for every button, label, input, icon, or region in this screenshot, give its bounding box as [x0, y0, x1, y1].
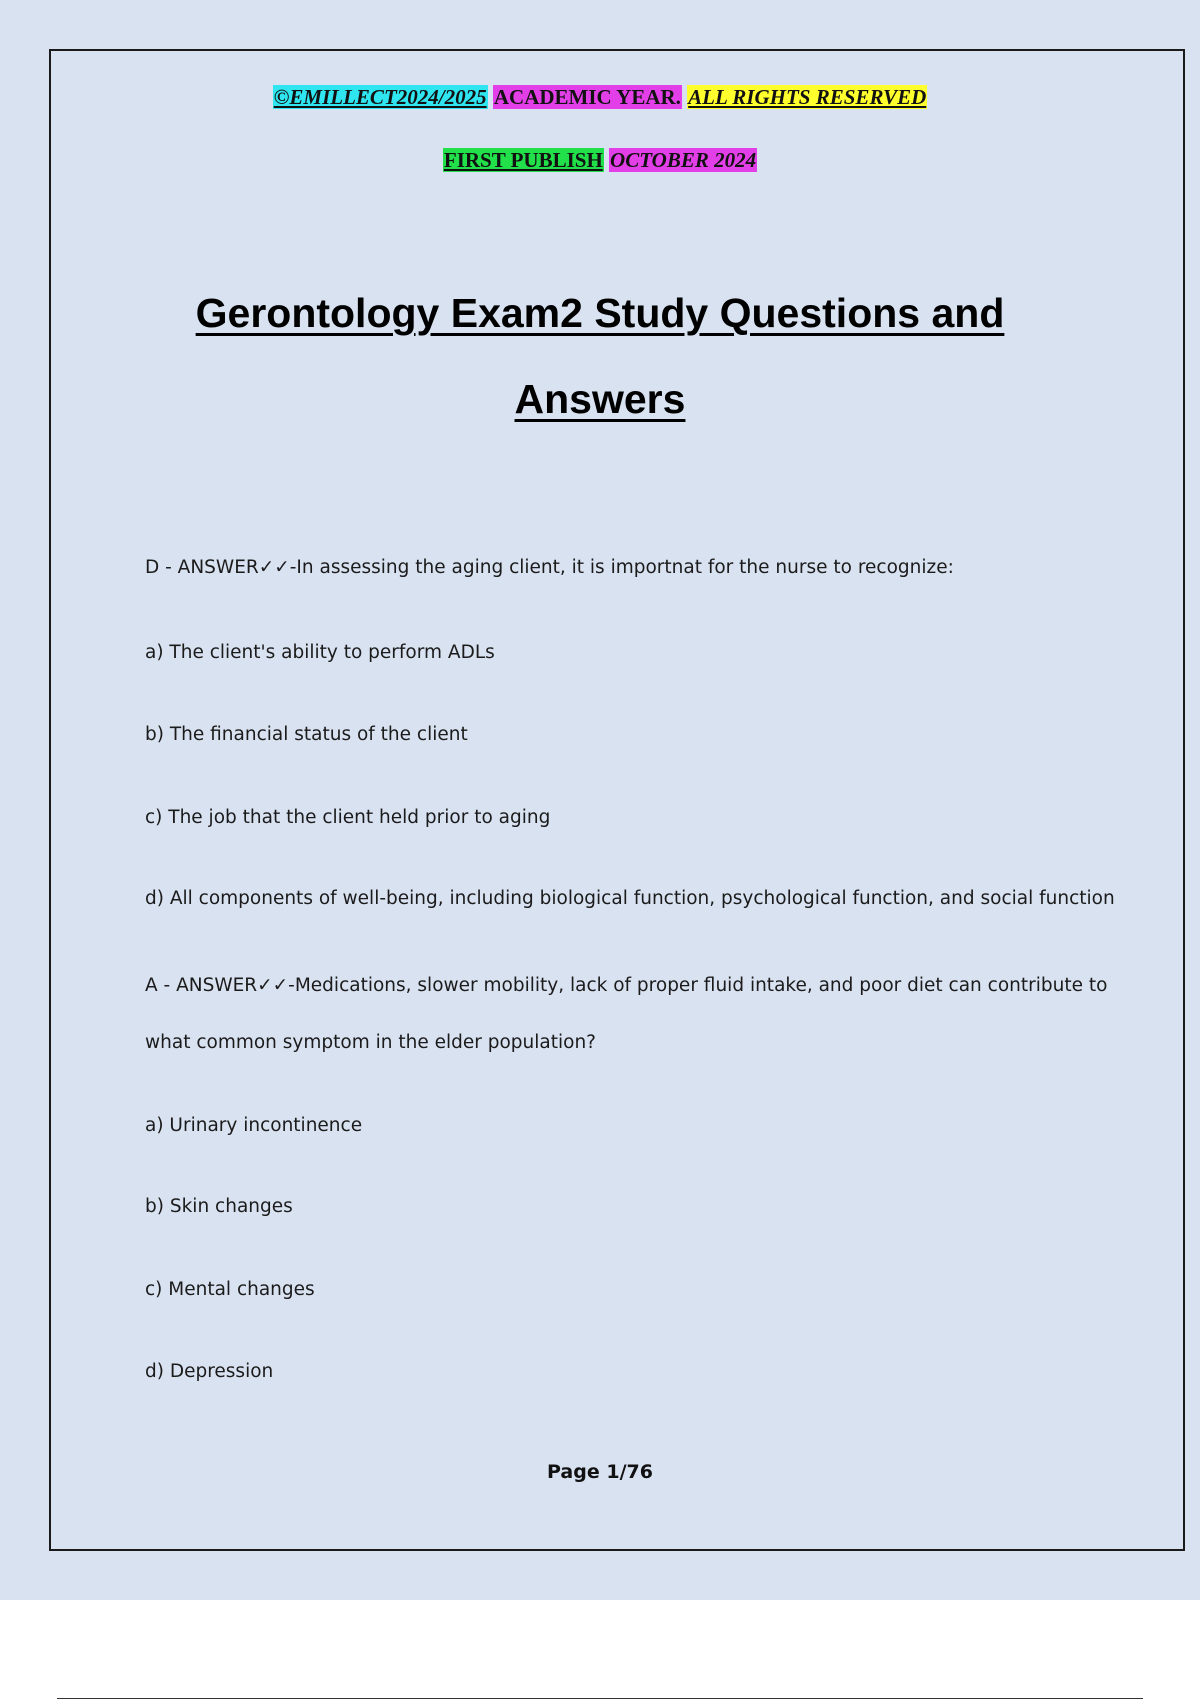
rights-text: ALL RIGHTS RESERVED	[688, 85, 927, 109]
bottom-divider	[57, 1698, 1143, 1699]
question-2-option-d: d) Depression	[145, 1361, 274, 1382]
question-2-stem-line-1: A - ANSWER✓✓-Medications, slower mobility, lack of proper fluid intake, and poor diet can contribute to	[145, 975, 1108, 996]
publish-month-text: OCTOBER 2024	[610, 148, 757, 172]
question-1-stem: D - ANSWER✓✓-In assessing the aging client, it is importnat for the nurse to recognize:	[145, 557, 954, 578]
page-border	[49, 49, 1185, 1551]
question-2-option-b: b) Skin changes	[145, 1196, 293, 1217]
document-title-line-1: Gerontology Exam2 Study Questions and	[195, 290, 1005, 336]
question-1-option-a: a) The client's ability to perform ADLs	[145, 642, 495, 663]
page-number: Page 1/76	[547, 1461, 653, 1483]
copyright-text: ©EMILLECT2024/2025	[273, 85, 487, 109]
academic-year-text: ACADEMIC YEAR.	[493, 85, 681, 109]
first-publish-text: FIRST PUBLISH	[443, 148, 603, 172]
question-1-option-b: b) The financial status of the client	[145, 724, 468, 745]
question-1-option-d: d) All components of well-being, including biological function, psychological function, and social function	[145, 888, 1115, 909]
question-1-option-c: c) The job that the client held prior to aging	[145, 807, 551, 828]
copyright-header-line	[0, 85, 1200, 110]
question-2-option-c: c) Mental changes	[145, 1279, 315, 1300]
document-title-line-2: Answers	[514, 376, 686, 422]
publish-header-line	[0, 148, 1200, 173]
question-2-option-a: a) Urinary incontinence	[145, 1115, 363, 1136]
question-2-stem-line-2: what common symptom in the elder population?	[145, 1032, 596, 1053]
